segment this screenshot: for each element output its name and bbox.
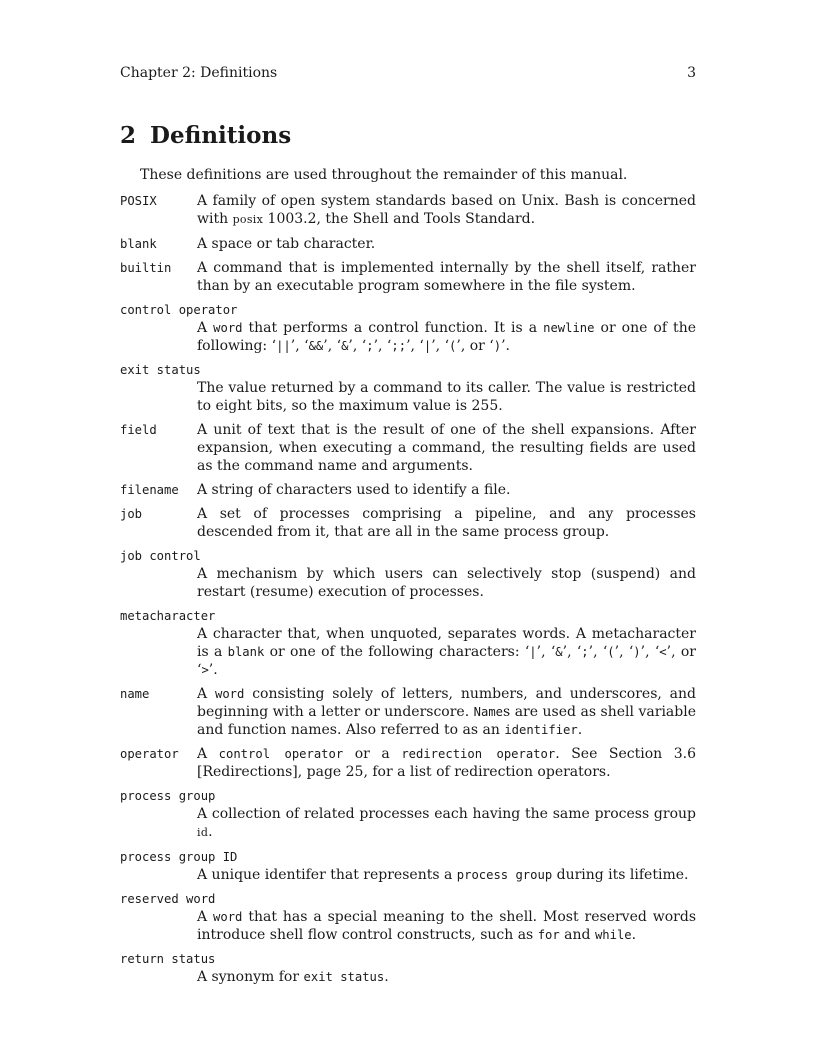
code-fragment: newline — [543, 321, 595, 335]
code-fragment: blank — [227, 645, 265, 659]
definition-term: job control — [120, 549, 201, 563]
text-fragment: ’, ‘ — [373, 338, 392, 354]
text-fragment: A family of open system standards based on Unix. Bash is concerned with — [197, 193, 696, 227]
code-fragment: && — [308, 339, 324, 353]
code-fragment: ( — [607, 645, 615, 659]
text-fragment: . See Section 3.6 [Redirections], page 25, for a list of redirection operators. — [197, 746, 696, 780]
code-fragment: | — [529, 645, 537, 659]
definition-term: blank — [120, 237, 157, 251]
text-fragment: ’. — [501, 338, 510, 354]
code-fragment: control operator — [218, 747, 344, 761]
definition-entry — [120, 607, 696, 679]
code-fragment: & — [341, 339, 349, 353]
code-fragment: | — [423, 339, 432, 353]
definition-description — [197, 805, 696, 842]
text-fragment: or one of the following characters: ‘ — [264, 644, 530, 660]
text-fragment: A command that is implemented internally by the shell itself, rather than by an executable program somewhere in the file system. — [197, 260, 696, 294]
text-fragment: that has a special meaning to the shell. Most reserved words introduce shell flow control constructs, such as — [197, 909, 697, 943]
text-fragment: A string of characters used to identify a file. — [197, 482, 511, 498]
text-fragment: ’. — [208, 662, 218, 678]
text-fragment: ’, ‘ — [588, 644, 608, 660]
text-fragment: ’, ‘ — [562, 644, 582, 660]
text-fragment: ’, ‘ — [323, 338, 342, 354]
definition-description — [197, 968, 696, 986]
text-fragment: A unique identifer that represents a — [197, 867, 457, 883]
text-fragment: posix — [232, 213, 264, 226]
definition-description — [197, 745, 696, 781]
code-fragment: for — [537, 928, 560, 942]
definition-description — [197, 505, 696, 541]
definition-description — [197, 235, 696, 253]
code-fragment: ;; — [391, 339, 407, 353]
text-fragment: ’, ‘ — [290, 338, 309, 354]
text-fragment: that performs a control function. It is a — [242, 320, 544, 336]
definition-term: process group — [120, 789, 216, 803]
definition-term: process group ID — [120, 850, 238, 864]
definition-description — [197, 421, 696, 475]
definition-entry — [120, 505, 696, 541]
text-fragment: ’, ‘ — [614, 644, 634, 660]
text-fragment: or a — [343, 746, 402, 762]
definition-description — [197, 192, 696, 229]
code-fragment: while — [594, 928, 632, 942]
definition-term: return status — [120, 952, 216, 966]
code-fragment: exit status — [303, 970, 385, 984]
definition-entry — [120, 235, 696, 253]
definition-entry — [120, 192, 696, 229]
code-fragment: ( — [449, 339, 457, 353]
text-fragment: ’, ‘ — [348, 338, 367, 354]
code-fragment: > — [201, 663, 209, 677]
code-fragment: < — [659, 645, 667, 659]
code-fragment: ; — [581, 645, 589, 659]
definition-description — [197, 685, 696, 739]
definition-description — [197, 259, 696, 295]
definition-list — [120, 192, 696, 992]
running-head-chapter: Chapter 2: Definitions — [120, 65, 278, 81]
definition-entry — [120, 481, 696, 499]
running-head — [120, 64, 696, 82]
text-fragment: A character that, when unquoted, separates words. A metacharacter is a — [197, 626, 696, 660]
text-fragment: ’, or ‘ — [197, 644, 696, 678]
definition-description — [197, 866, 696, 884]
text-fragment: ’, or ‘ — [456, 338, 494, 354]
definition-term: metacharacter — [120, 609, 216, 623]
definition-description — [197, 625, 696, 679]
text-fragment: . — [208, 824, 213, 840]
text-fragment: s are used as shell variable and function names. Also referred to as an — [197, 704, 696, 738]
text-fragment: or one of the following: ‘ — [197, 320, 696, 354]
definition-term: reserved word — [120, 892, 216, 906]
text-fragment: . — [384, 969, 389, 985]
code-fragment: redirection operator — [401, 747, 556, 761]
definition-term: job — [120, 507, 143, 521]
definition-description — [197, 481, 696, 499]
text-fragment: ’, ‘ — [536, 644, 556, 660]
definition-term: field — [120, 423, 157, 437]
text-fragment: during its lifetime. — [552, 867, 689, 883]
definition-term: operator — [120, 747, 179, 761]
text-fragment: A — [197, 686, 215, 702]
definition-entry — [120, 950, 696, 986]
text-fragment: A synonym for — [197, 969, 304, 985]
text-fragment: A — [197, 909, 214, 925]
definition-description — [197, 379, 696, 415]
text-fragment: A set of processes comprising a pipeline, and any processes descended from it, that are all in the same process group. — [197, 506, 696, 540]
definition-term: exit status — [120, 363, 201, 377]
definition-entry — [120, 890, 696, 944]
definition-entry — [120, 301, 696, 355]
text-fragment: ’, ‘ — [431, 338, 450, 354]
text-fragment: id — [197, 826, 209, 839]
text-fragment: . — [577, 722, 583, 738]
definition-entry — [120, 421, 696, 475]
text-fragment: A — [197, 746, 219, 762]
text-fragment: and — [559, 927, 595, 943]
definition-term: control operator — [120, 303, 238, 317]
chapter-heading — [120, 122, 291, 150]
text-fragment: . — [631, 927, 637, 943]
definition-description — [197, 319, 696, 355]
code-fragment: ; — [366, 339, 374, 353]
code-fragment: & — [555, 645, 563, 659]
code-fragment: word — [213, 321, 243, 335]
text-fragment: A — [197, 320, 214, 336]
definition-term: builtin — [120, 261, 172, 275]
text-fragment: A mechanism by which users can selectively stop (suspend) and restart (resume) execution of processes. — [197, 566, 696, 600]
code-fragment: ) — [633, 645, 641, 659]
definition-entry — [120, 685, 696, 739]
definition-entry — [120, 259, 696, 295]
definition-term: name — [120, 687, 150, 701]
text-fragment: A unit of text that is the result of one of the shell expansions. After expansion, when executing a command, the resulting fields are used as the command name and arguments. — [197, 422, 696, 474]
intro-paragraph: These definitions are used throughout the remainder of this manual. — [140, 167, 628, 183]
text-fragment: The value returned by a command to its caller. The value is restricted to eight bits, so the maximum value is 255. — [197, 380, 696, 414]
definition-term: filename — [120, 483, 179, 497]
text-fragment: consisting solely of letters, numbers, and underscores, and beginning with a letter or underscore. — [197, 686, 697, 720]
definition-description — [197, 565, 696, 601]
code-fragment: ) — [493, 339, 502, 353]
definition-entry — [120, 745, 696, 781]
definition-entry — [120, 787, 696, 842]
definition-term: POSIX — [120, 194, 157, 208]
text-fragment: A space or tab character. — [197, 236, 376, 252]
text-fragment: A collection of related processes each having the same process group — [197, 806, 696, 822]
code-fragment: Name — [473, 705, 504, 719]
code-fragment: process group — [456, 868, 553, 882]
text-fragment: ’, ‘ — [640, 644, 660, 660]
text-fragment: 1003.2, the Shell and Tools Standard. — [263, 211, 536, 227]
chapter-number: 2 — [120, 122, 137, 149]
code-fragment: word — [213, 910, 243, 924]
definition-entry — [120, 848, 696, 884]
code-fragment: identifier — [504, 723, 578, 737]
definition-entry — [120, 361, 696, 415]
definition-description — [197, 908, 696, 944]
text-fragment: ’, ‘ — [406, 338, 424, 354]
chapter-title: Definitions — [150, 122, 292, 149]
code-fragment: || — [276, 339, 291, 353]
definition-entry — [120, 547, 696, 601]
code-fragment: word — [214, 687, 245, 701]
page-number: 3 — [687, 65, 696, 81]
